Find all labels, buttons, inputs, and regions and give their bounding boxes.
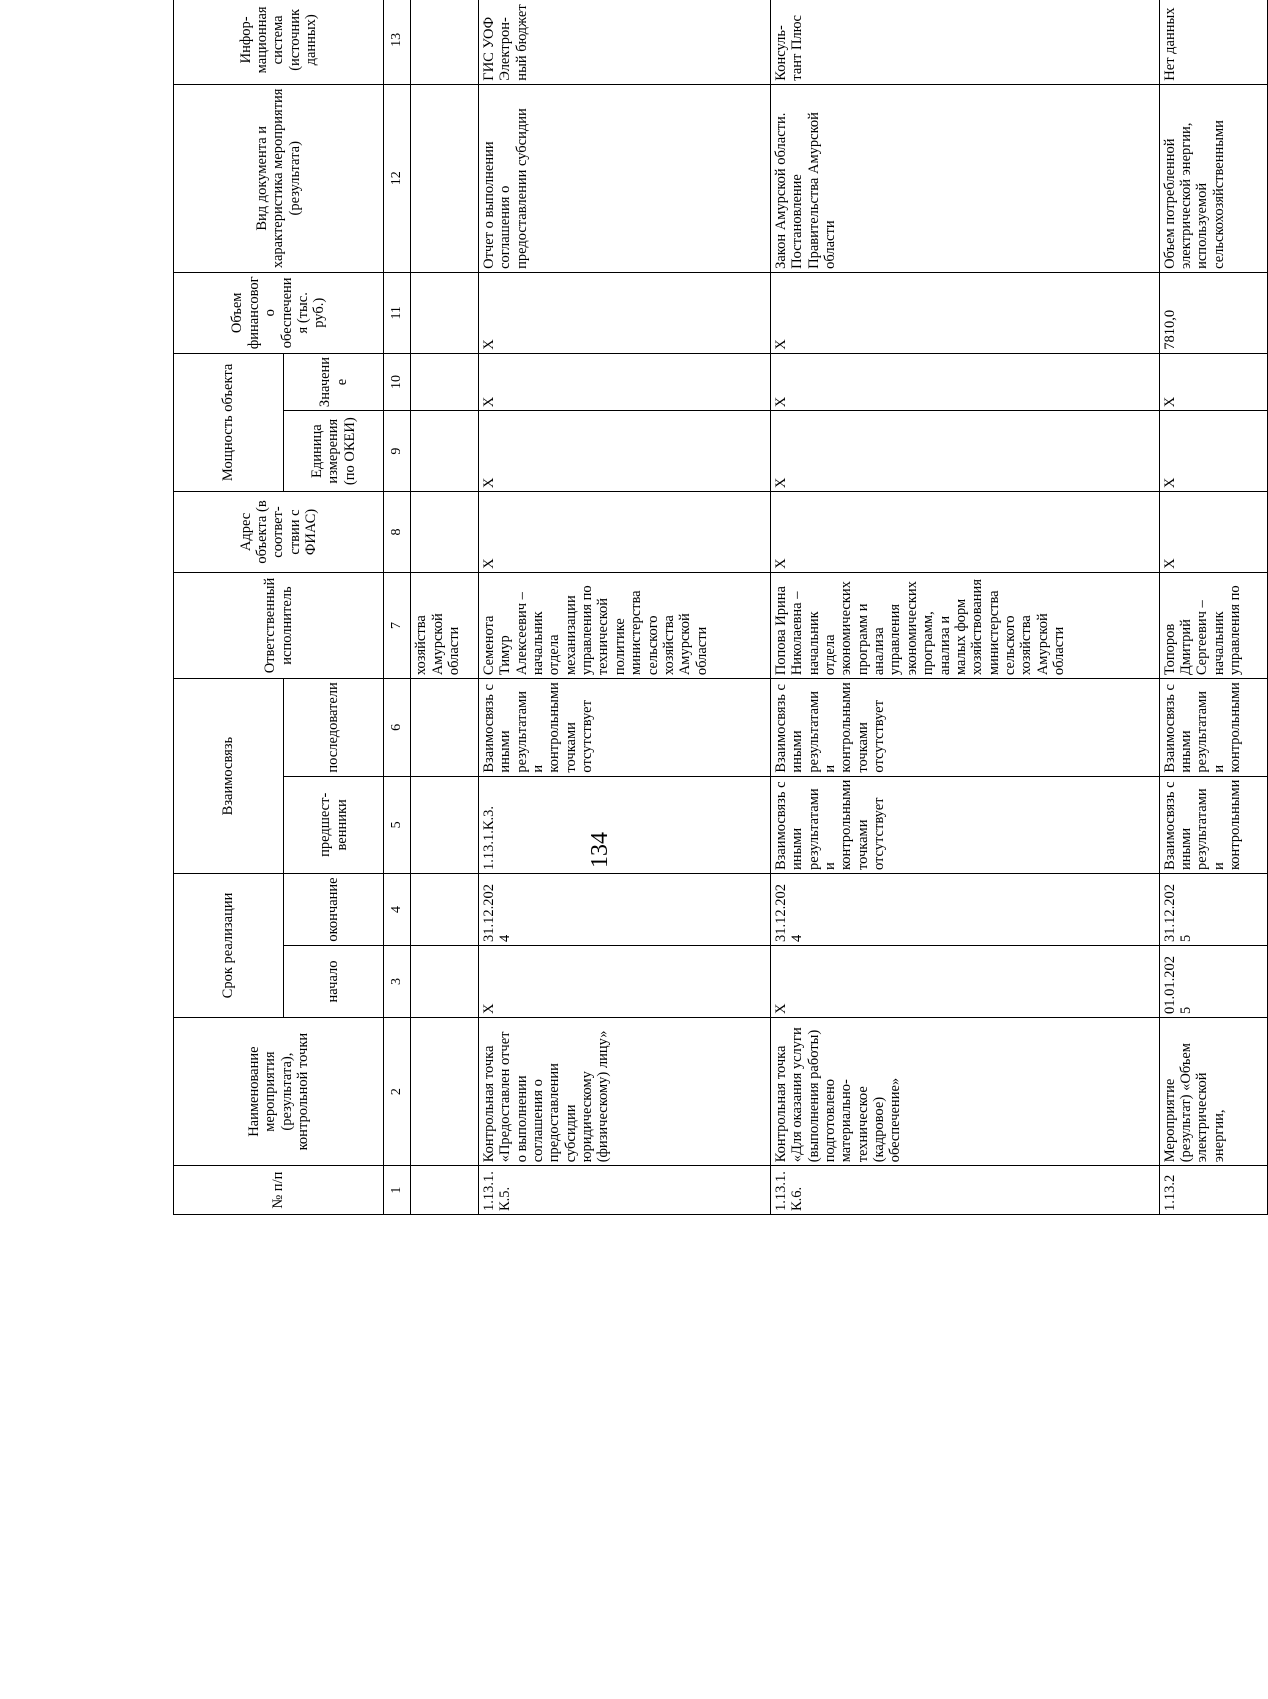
plan-table (173, 0, 1268, 1215)
cell-succ: Взаимосвязь с иными результатами и контрольными точками отсутствует (478, 679, 770, 776)
cell-source: Нет данных (1159, 0, 1267, 84)
cell-pred: Взаимосвязь с иными результатами и контрольными точками отсутствует (770, 776, 1159, 873)
header-row-1 (174, 0, 284, 1215)
cell-responsible: Семенота Тимур Алексеевич – начальник отдела механизации управления по технической политике министерства сельского хозяйства Амурской области (478, 572, 770, 678)
header-responsible: Ответственный исполнитель (174, 572, 384, 678)
col-number: 4 (384, 874, 411, 946)
header-capacity: Мощность объекта (174, 353, 284, 491)
header-capacity-unit: Единица измерения (по ОКЕИ) (284, 411, 384, 492)
cell-end: 31.12.2024 (770, 874, 1159, 946)
header-link-succ: последователи (284, 679, 384, 776)
header-num: № п/п (174, 1166, 384, 1215)
cell-address: X (770, 492, 1159, 573)
cell-finance: X (770, 272, 1159, 353)
cell-responsible: Попова Ирина Николаевна – начальник отдела экономических программ и анализа управления экономических программ, анализа и малых форм хозяйствования министерства сельского хозяйства Амурской области (770, 572, 1159, 678)
header-term-start: начало (284, 945, 384, 1017)
cell-name: Контрольная точка «Предоставлен отчет о выполнении соглашения о предоставлении субсидии юридическому (физическому) лицу» (478, 1017, 770, 1165)
cell-start: X (770, 945, 1159, 1017)
cell-value (411, 353, 478, 411)
col-number: 12 (384, 84, 411, 272)
header-source: Инфор-мационная система (источник данных) (174, 0, 384, 84)
cell-start: X (478, 945, 770, 1017)
header-term-end: окончание (284, 874, 384, 946)
cell-document: Закон Амурской области. Постановление Правительства Амурской области (770, 84, 1159, 272)
col-number: 7 (384, 572, 411, 678)
page-number: 134 (587, 832, 613, 868)
cell-start: 01.01.2025 (1159, 945, 1267, 1017)
table-row (770, 0, 1159, 1215)
header-term: Срок реализации (174, 874, 284, 1018)
cell-start (411, 945, 478, 1017)
col-number: 11 (384, 272, 411, 353)
cell-document: Отчет о выполнении соглашения о предоставлении субсидии (478, 84, 770, 272)
column-number-row (384, 0, 411, 1215)
cell-value: X (770, 353, 1159, 411)
col-number: 13 (384, 0, 411, 84)
table-row (1159, 0, 1267, 1215)
cell-finance: X (478, 272, 770, 353)
cell-value: X (478, 353, 770, 411)
cell-pred: 1.13.1.К.3. (478, 776, 770, 873)
cell-end: 31.12.2024 (478, 874, 770, 946)
cell-succ (411, 679, 478, 776)
cell-finance: 7810,0 (1159, 272, 1267, 353)
cell-address: X (478, 492, 770, 573)
cell-source: Консуль-тант Плюс (770, 0, 1159, 84)
cell-num: 1.13.1.К.6. (770, 1166, 1159, 1215)
cell-unit (411, 411, 478, 492)
header-document: Вид документа и характеристика мероприятия (результата) (174, 84, 384, 272)
cell-unit: X (770, 411, 1159, 492)
cell-address (411, 492, 478, 573)
header-address: Адрес объекта (в соответ-ствии с ФИАС) (174, 492, 384, 573)
cell-name: Мероприятие (результат) «Объем электрической энергии, (1159, 1017, 1267, 1165)
cell-num: 1.13.1.К.5. (478, 1166, 770, 1215)
header-link: Взаимосвязь (174, 679, 284, 874)
col-number: 1 (384, 1166, 411, 1215)
header-finance: Объем финансового обеспечения (тыс. руб.) (174, 272, 384, 353)
header-name: Наименование мероприятия (результата), контрольной точки (174, 1017, 384, 1165)
cell-finance (411, 272, 478, 353)
col-number: 10 (384, 353, 411, 411)
cell-num: 1.13.2 (1159, 1166, 1267, 1215)
col-number: 9 (384, 411, 411, 492)
col-number: 6 (384, 679, 411, 776)
col-number: 5 (384, 776, 411, 873)
col-number: 3 (384, 945, 411, 1017)
col-number: 2 (384, 1017, 411, 1165)
cell-end (411, 874, 478, 946)
cell-source (411, 0, 478, 84)
header-link-pred: предшест-венники (284, 776, 384, 873)
cell-pred: Взаимосвязь с иными результатами и контрольными (1159, 776, 1267, 873)
table-row (478, 0, 770, 1215)
cell-document: Объем потребленной электрической энергии, используемой сельскохозяйственными (1159, 84, 1267, 272)
cell-value: X (1159, 353, 1267, 411)
table-row (411, 0, 478, 1215)
plan-table-wrapper (173, 0, 1268, 1215)
cell-succ: Взаимосвязь с иными результатами и контрольными точками отсутствует (770, 679, 1159, 776)
cell-responsible: Топоров Дмитрий Сергеевич – начальник управления по (1159, 572, 1267, 678)
cell-responsible: хозяйства Амурской области (411, 572, 478, 678)
cell-document (411, 84, 478, 272)
cell-name (411, 1017, 478, 1165)
cell-name: Контрольная точка «Для оказания услуги (выполнения работы) подготовлено материально-техническое (кадровое) обеспечение» (770, 1017, 1159, 1165)
header-capacity-value: Значение (284, 353, 384, 411)
cell-unit: X (478, 411, 770, 492)
cell-pred (411, 776, 478, 873)
cell-address: X (1159, 492, 1267, 573)
cell-end: 31.12.2025 (1159, 874, 1267, 946)
cell-source: ГИС УОФ Электрон-ный бюджет (478, 0, 770, 84)
cell-num (411, 1166, 478, 1215)
cell-succ: Взаимосвязь с иными результатами и контрольными (1159, 679, 1267, 776)
cell-unit: X (1159, 411, 1267, 492)
col-number: 8 (384, 492, 411, 573)
